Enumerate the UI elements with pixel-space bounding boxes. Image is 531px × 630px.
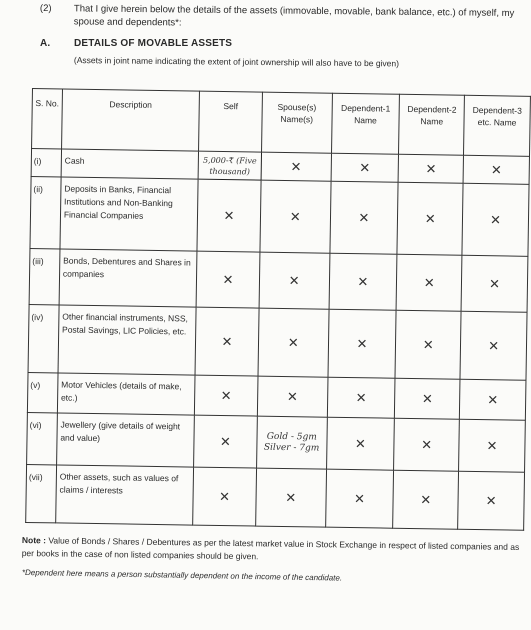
row-description: Motor Vehicles (details of make, etc.) <box>57 373 195 415</box>
section-subtitle: (Assets in joint name indicating the extent of joint ownership will also have to be given) <box>73 55 400 69</box>
section-letter: A. <box>40 38 51 49</box>
cross-mark: ✕ <box>423 275 435 291</box>
table-row <box>29 248 528 312</box>
intro-paragraph <box>39 2 525 29</box>
row-description: Cash <box>61 149 199 179</box>
cross-mark: ✕ <box>286 389 298 405</box>
table-row <box>28 304 527 380</box>
dependent-footnote: *Dependent here means a person substantially dependent on the income of the candidate. <box>21 568 343 583</box>
cross-mark: ✕ <box>287 335 299 351</box>
row-description: Other financial instruments, NSS, Postal Savings, LIC Policies, etc. <box>58 305 196 375</box>
row-number: (vii) <box>26 464 57 522</box>
cross-mark: ✕ <box>424 211 436 227</box>
jewellery-spouse-value: Gold - 5gm Silver - 7gm <box>256 416 327 469</box>
cross-mark: ✕ <box>356 336 368 352</box>
cash-self-value: 5,000-₹ (Five thousand) <box>198 151 261 180</box>
cross-mark: ✕ <box>221 334 233 350</box>
cross-mark: ✕ <box>486 438 498 454</box>
header-dependent-1: Dependent-1 Name <box>331 93 400 154</box>
header-sno: S. No. <box>32 89 63 149</box>
cross-mark: ✕ <box>354 436 366 452</box>
row-description: Deposits in Banks, Financial Institutions and Non-Banking Financial Companies <box>60 177 198 251</box>
section-title: DETAILS OF MOVABLE ASSETS <box>74 38 233 49</box>
cross-mark: ✕ <box>290 159 302 175</box>
row-description: Bonds, Debentures and Shares in companies <box>59 249 197 307</box>
row-number: (i) <box>31 149 61 177</box>
row-description: Jewellery (give details of weight and value) <box>56 413 194 467</box>
cross-mark: ✕ <box>489 212 502 228</box>
cross-mark: ✕ <box>358 210 370 226</box>
row-number: (vi) <box>27 412 58 464</box>
cross-mark: ✕ <box>353 491 366 507</box>
movable-assets-table <box>25 88 531 531</box>
cross-mark: ✕ <box>218 489 231 505</box>
cross-mark: ✕ <box>223 208 235 224</box>
table-row <box>27 412 526 472</box>
movable-assets-table-wrapper <box>25 88 531 531</box>
table-row <box>26 464 525 530</box>
table-row <box>30 176 529 256</box>
cross-mark: ✕ <box>359 160 371 176</box>
note-block <box>22 534 522 567</box>
header-self: Self <box>199 91 263 152</box>
row-number: (iv) <box>28 304 59 372</box>
cross-mark: ✕ <box>355 390 367 406</box>
header-dependent-2: Dependent-2 Name <box>399 94 465 155</box>
cross-mark: ✕ <box>220 388 232 404</box>
cross-mark: ✕ <box>488 276 501 292</box>
row-description: Other assets, such as values of claims / interests <box>56 465 194 525</box>
header-description: Description <box>61 89 199 151</box>
cross-mark: ✕ <box>490 162 502 178</box>
row-number: (ii) <box>30 176 61 248</box>
cross-mark: ✕ <box>289 209 301 225</box>
paragraph-number: (2) <box>39 2 52 15</box>
cross-mark: ✕ <box>285 490 297 506</box>
cross-mark: ✕ <box>222 272 234 288</box>
note-text: Value of Bonds / Shares / Debentures as per the latest market value in Stock Exchange in respect of listed companies and as per books in the case of non listed companies should be given. <box>21 535 520 562</box>
row-number: (v) <box>27 372 57 412</box>
cross-mark: ✕ <box>421 391 433 407</box>
intro-text: That I give herein below the details of the assets (immovable, movable, bank balance, etc.) of myself, my spouse and dependents*: <box>73 3 515 29</box>
note-label: Note : <box>21 534 47 546</box>
header-spouse: Spouse(s) Name(s) <box>261 92 332 153</box>
cross-mark: ✕ <box>421 437 433 453</box>
header-row <box>32 89 531 157</box>
cross-mark: ✕ <box>288 273 300 289</box>
cross-mark: ✕ <box>357 274 369 290</box>
cross-mark: ✕ <box>420 492 432 508</box>
header-dependent-3: Dependent-3 etc. Name <box>464 95 531 156</box>
cross-mark: ✕ <box>487 392 499 408</box>
cross-mark: ✕ <box>425 161 437 177</box>
cross-mark: ✕ <box>219 434 231 450</box>
cross-mark: ✕ <box>485 493 497 509</box>
cross-mark: ✕ <box>488 338 500 354</box>
row-number: (iii) <box>29 248 60 304</box>
cross-mark: ✕ <box>422 337 434 353</box>
